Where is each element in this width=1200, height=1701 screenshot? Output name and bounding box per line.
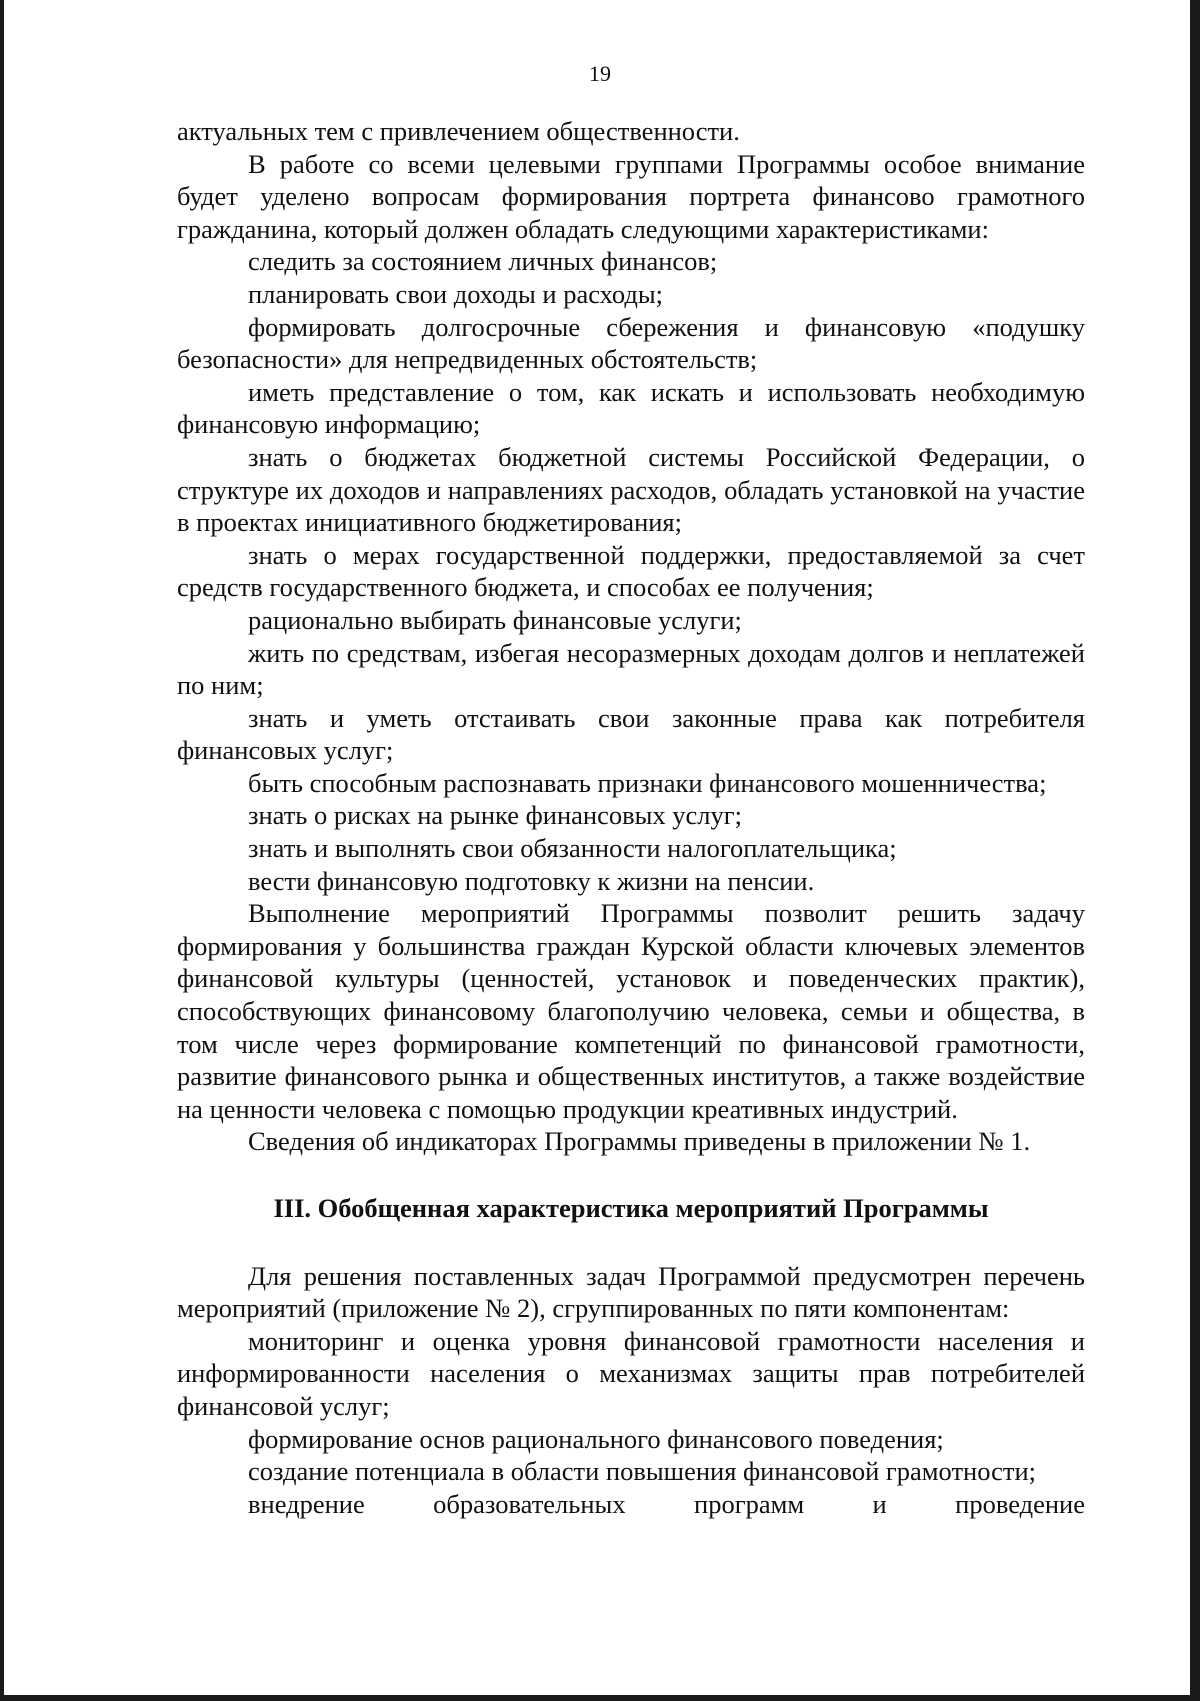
paragraph: знать и уметь отстаивать свои законные права как потребителя финансовых услуг; (177, 702, 1085, 766)
paragraph: знать о мерах государственной поддержки, предоставляемой за счет средств государственного бюджета, и способах ее получения; (177, 539, 1085, 603)
paragraph: Сведения об индикаторах Программы приведены в приложении № 1. (248, 1126, 1031, 1157)
paragraph: знать о бюджетах бюджетной системы Российской Федерации, о структуре их доходов и направлениях расходов, обладать установкой на участие в проектах инициативного бюджетирования; (177, 441, 1085, 538)
paragraphs-after-heading (177, 1260, 1085, 1521)
paragraph: создание потенциала в области повышения финансовой грамотности; (248, 1456, 1036, 1487)
paragraph: мониторинг и оценка уровня финансовой грамотности населения и информированности населения о механизмах защиты прав потребителей финансовой услуг; (177, 1325, 1085, 1421)
scan-edge-right (1190, 0, 1200, 1701)
paragraph: следить за состоянием личных финансов; (248, 246, 718, 277)
paragraph: знать о рисках на рынке финансовых услуг; (248, 800, 743, 831)
paragraph: формировать долгосрочные сбережения и финансовую «подушку безопасности» для непредвиденных обстоятельств; (177, 311, 1085, 375)
paragraph: формирование основ рационального финансового поведения; (248, 1423, 944, 1454)
scan-edge-bottom (0, 1695, 1200, 1701)
document-body (177, 115, 1085, 1520)
paragraph: вести финансовую подготовку к жизни на пенсии. (248, 865, 815, 896)
paragraphs-before-heading (177, 115, 1085, 1158)
paragraph: иметь представление о том, как искать и использовать необходимую финансовую информацию; (177, 376, 1085, 440)
paragraph: Выполнение мероприятий Программы позволит решить задачу формирования у большинства граждан Курской области ключевых элементов финансовой культуры (ценностей, установок и поведенческих практик), способствующих финансовому благополучию человека, семьи и общества, в том числе через формирование компетенций по финансовой грамотности, развитие финансового рынка и общественных институтов, а также воздействие на ценности человека с помощью продукции креативных индустрий. (177, 898, 1085, 1124)
paragraph: внедрение образовательных программ и проведение (248, 1488, 1085, 1519)
paragraph: планировать свои доходы и расходы; (248, 278, 664, 309)
paragraph: актуальных тем с привлечением общественности. (177, 116, 740, 146)
paragraph: знать и выполнять свои обязанности налогоплательщика; (248, 833, 897, 864)
section-heading: III. Обобщенная характеристика мероприятий Программы (273, 1193, 989, 1223)
paragraph: быть способным распознавать признаки финансового мошенничества; (248, 767, 1047, 798)
scan-edge-left (0, 0, 4, 1701)
paragraph: Для решения поставленных задач Программой предусмотрен перечень мероприятий (приложение № 2), сгруппированных по пяти компонентам: (177, 1260, 1085, 1324)
paragraph: жить по средствам, избегая несоразмерных доходам долгов и неплатежей по ним; (177, 637, 1085, 701)
paragraph: В работе со всеми целевыми группами Программы особое внимание будет уделено вопросам формирования портрета финансово грамотного гражданина, который должен обладать следующими характеристиками: (177, 148, 1085, 244)
paragraph: рационально выбирать финансовые услуги; (248, 604, 742, 635)
page-number: 19 (589, 61, 611, 86)
